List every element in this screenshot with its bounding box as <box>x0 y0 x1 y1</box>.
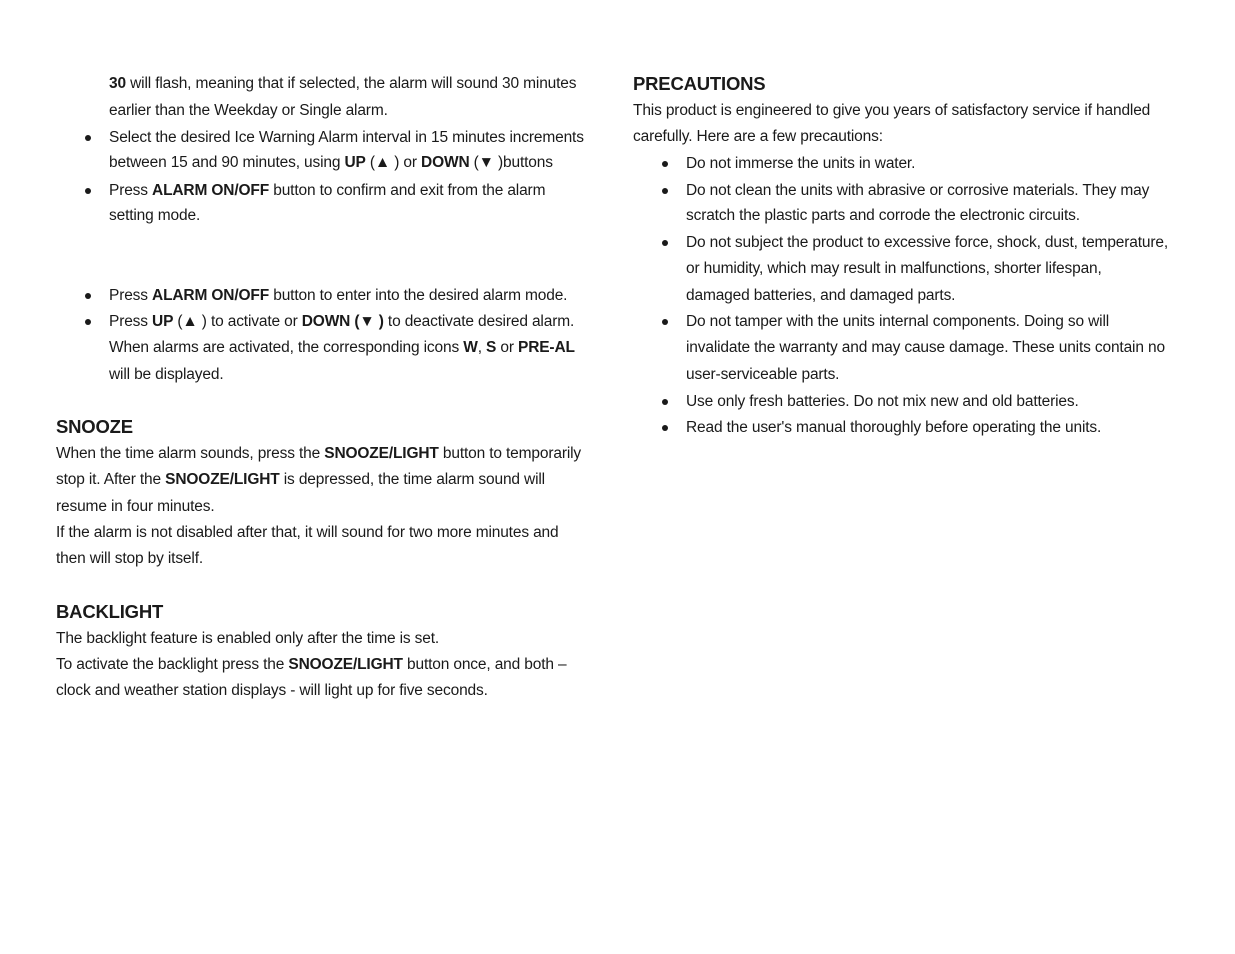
list-item-line <box>109 182 545 200</box>
bold-text: DOWN <box>421 154 470 171</box>
list-item-line: scratch the plastic parts and corrode the electronic circuits. <box>686 207 1080 224</box>
bold-text: UP <box>152 313 174 330</box>
list-item-line: damaged batteries, and damaged parts. <box>686 287 956 304</box>
list-item-line: Use only fresh batteries. Do not mix new and old batteries. <box>686 393 1079 410</box>
paragraph-line: then will stop by itself. <box>56 550 204 567</box>
text: button to temporarily <box>438 445 582 462</box>
text: or <box>496 339 519 356</box>
bullet-icon <box>662 425 668 431</box>
text: When the time alarm sounds, press the <box>56 445 325 462</box>
bullet-icon <box>662 161 668 167</box>
text: between 15 and 90 minutes, using <box>109 154 345 171</box>
bold-text: UP <box>344 154 366 171</box>
paragraph-line: carefully. Here are a few precautions: <box>633 128 883 145</box>
list-item-line: or humidity, which may result in malfunctions, shorter lifespan, <box>686 260 1102 277</box>
list-item-line: invalidate the warranty and may cause damage. These units contain no <box>686 339 1165 356</box>
bold-text: DOWN (▼ ) <box>301 313 384 330</box>
list-item-line <box>109 313 574 331</box>
bold-text: SNOOZE/LIGHT <box>165 471 280 488</box>
bold-text: SNOOZE/LIGHT <box>324 445 439 462</box>
paragraph-line <box>56 445 581 463</box>
text: button once, and both – <box>402 656 567 673</box>
paragraph-line: This product is engineered to give you years of satisfactory service if handled <box>633 102 1151 119</box>
list-item-line <box>109 154 553 172</box>
section-heading-precautions: PRECAUTIONS <box>633 73 766 94</box>
text: When alarms are activated, the corresponding icons <box>109 339 464 356</box>
bullet-icon <box>85 188 91 194</box>
paragraph-line: clock and weather station displays - will light up for five seconds. <box>56 682 488 699</box>
list-item-line: Do not tamper with the units internal components. Doing so will <box>686 313 1110 330</box>
list-item-line: Read the user's manual thoroughly before operating the units. <box>686 419 1102 436</box>
bullet-icon <box>662 240 668 246</box>
list-item-line: Select the desired Ice Warning Alarm interval in 15 minutes increments <box>109 129 584 146</box>
bullet-icon <box>85 319 91 325</box>
list-item-line: Do not immerse the units in water. <box>686 155 916 172</box>
bold-text: SNOOZE/LIGHT <box>288 656 403 673</box>
text: (▲ ) to activate or <box>173 313 302 330</box>
text: Press <box>109 182 153 199</box>
text: Press <box>109 287 153 304</box>
paragraph-line <box>56 471 545 489</box>
text: , <box>477 339 487 356</box>
text: To activate the backlight press the <box>56 656 289 673</box>
list-item-line: will be displayed. <box>109 366 224 383</box>
alarm-text-line <box>109 75 576 93</box>
list-item-line: Do not subject the product to excessive force, shock, dust, temperature, <box>686 234 1169 251</box>
paragraph-line: resume in four minutes. <box>56 498 215 515</box>
text: stop it. After the <box>56 471 166 488</box>
list-item-line: Do not clean the units with abrasive or corrosive materials. They may <box>686 182 1150 199</box>
bold-text: W <box>463 339 478 356</box>
list-item-line <box>109 339 575 357</box>
text: button to confirm and exit from the alarm <box>269 182 546 199</box>
bold-text: ALARM ON/OFF <box>152 287 270 304</box>
list-item-line: setting mode. <box>109 207 201 224</box>
section-heading-snooze: SNOOZE <box>56 416 133 437</box>
bullet-icon <box>662 319 668 325</box>
list-item-line: user-serviceable parts. <box>686 366 840 383</box>
text: will flash, meaning that if selected, the alarm will sound 30 minutes <box>125 75 577 92</box>
text: Press <box>109 313 153 330</box>
text: to deactivate desired alarm. <box>383 313 575 330</box>
text: is depressed, the time alarm sound will <box>279 471 545 488</box>
text: (▼ )buttons <box>469 154 553 171</box>
paragraph-line: If the alarm is not disabled after that, it will sound for two more minutes and <box>56 524 559 541</box>
bold-text: ALARM ON/OFF <box>152 182 270 199</box>
list-item-line <box>109 287 567 305</box>
paragraph-line: The backlight feature is enabled only after the time is set. <box>56 630 440 647</box>
bullet-icon <box>662 399 668 405</box>
bold-text: PRE-AL <box>518 339 575 356</box>
bullet-icon <box>85 135 91 141</box>
bold-text: S <box>486 339 497 356</box>
bullet-icon <box>85 293 91 299</box>
alarm-text-line: earlier than the Weekday or Single alarm. <box>109 102 388 119</box>
text: button to enter into the desired alarm mode. <box>269 287 568 304</box>
bullet-icon <box>662 188 668 194</box>
paragraph-line <box>56 656 566 674</box>
bold-text: 30 <box>109 75 126 92</box>
text: (▲ ) or <box>365 154 422 171</box>
section-heading-backlight: BACKLIGHT <box>56 601 164 622</box>
